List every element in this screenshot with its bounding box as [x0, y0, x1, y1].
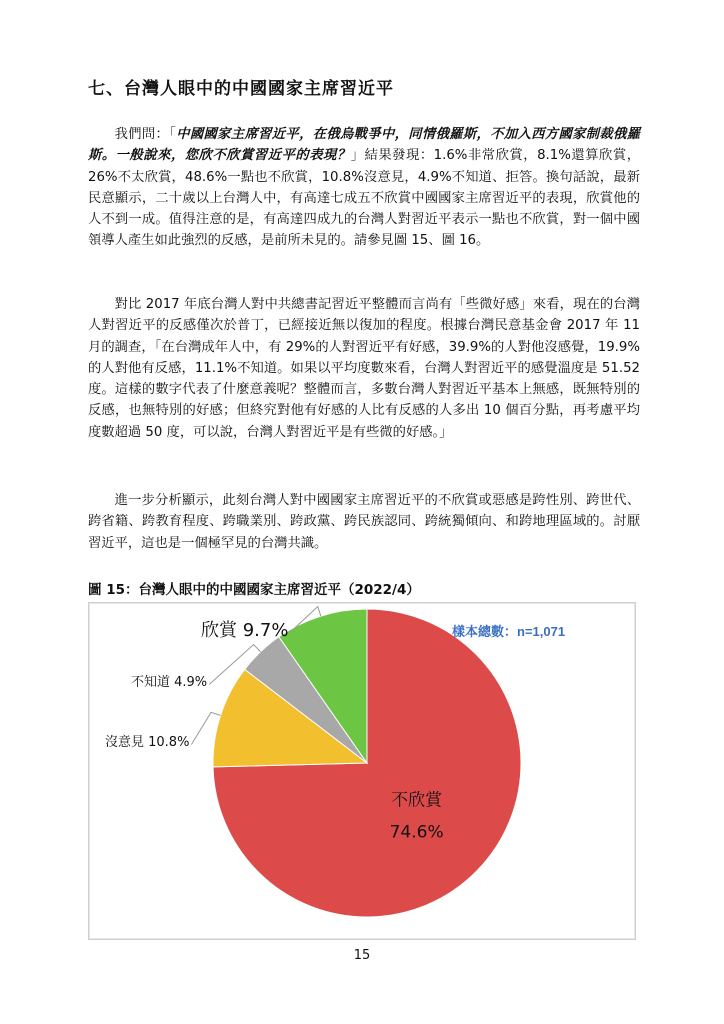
- pie-chart: [89, 603, 635, 939]
- pie-label-0: 不欣賞: [391, 790, 443, 811]
- paragraph-1-rest: 」結果發現：1.6%非常欣賞，8.1%還算欣賞，26%不太欣賞，48.6%一點也不欣賞，10.8%沒意見，4.9%不知道、拒答。換句話說，最新民意顯示，二十歲以上台灣人中，有高達七成五不欣賞中國國家主席習近平的表現，欣賞他的人不到一成。值得注意的是，有高達四成九的台灣人對習近平表示一點也不欣賞，對一個中國領導人產生如此強烈的反感，是前所未見的。請參見圖 15、圖 16。: [88, 148, 641, 249]
- pie-label-1: 沒意見 10.8%: [105, 735, 190, 750]
- section-heading: 七、台灣人眼中的中國國家主席習近平: [88, 79, 394, 99]
- pie-value-0: 74.6%: [389, 822, 444, 843]
- pie-chart-figure: [88, 602, 636, 940]
- pie-label-2: 不知道 4.9%: [131, 675, 208, 690]
- sample-size-note: 樣本總數：n=1,071: [452, 624, 566, 639]
- pie-label-3: 欣賞 9.7%: [201, 620, 289, 641]
- paragraph-3: 進一步分析顯示，此刻台灣人對中國國家主席習近平的不欣賞或惡感是跨性別、跨世代、跨省籍、跨教育程度、跨職業別、跨政黨、跨民族認同、跨統獨傾向、和跨地理區域的。討厭習近平，這也是一個極罕見的台灣共識。: [88, 493, 640, 551]
- paragraph-1-lead: 我們問：「: [114, 127, 177, 142]
- page-number: 15: [353, 948, 371, 963]
- figure-caption: 圖 15：台灣人眼中的中國國家主席習近平（2022/4）: [88, 582, 420, 598]
- survey-question: 中國國家主席習近平，在俄烏戰爭中，同情俄羅斯，不加入西方國家制裁俄羅斯。一般說來，您欣不欣賞習近平的表現？: [88, 127, 640, 164]
- paragraph-2: 對比 2017 年底台灣人對中共總書記習近平整體而言尚有「些微好感」來看，現在的台灣人對習近平的反感僅次於普丁，已經接近無以復加的程度。根據台灣民意基金會 2017 年 11 月的調查，「在台灣成年人中，有 29%的人對習近平有好感，39.9%的人對他沒感覺，19.9%的人對他有反感，11.1%不知道。如果以平均度數來看，台灣人對習近平的感覺溫度是 51.52 度。這樣的數字代表了什麼意義呢？整體而言，多數台灣人對習近平基本上無感，既無特別的反感，也無特別的好感；但終究對他有好感的人比有反感的人多出 10 個百分點，再考慮平均度數超過 50 度，可以說，台灣人對習近平是有些微的好感。」: [88, 297, 640, 440]
- paragraph-1: [88, 124, 640, 252]
